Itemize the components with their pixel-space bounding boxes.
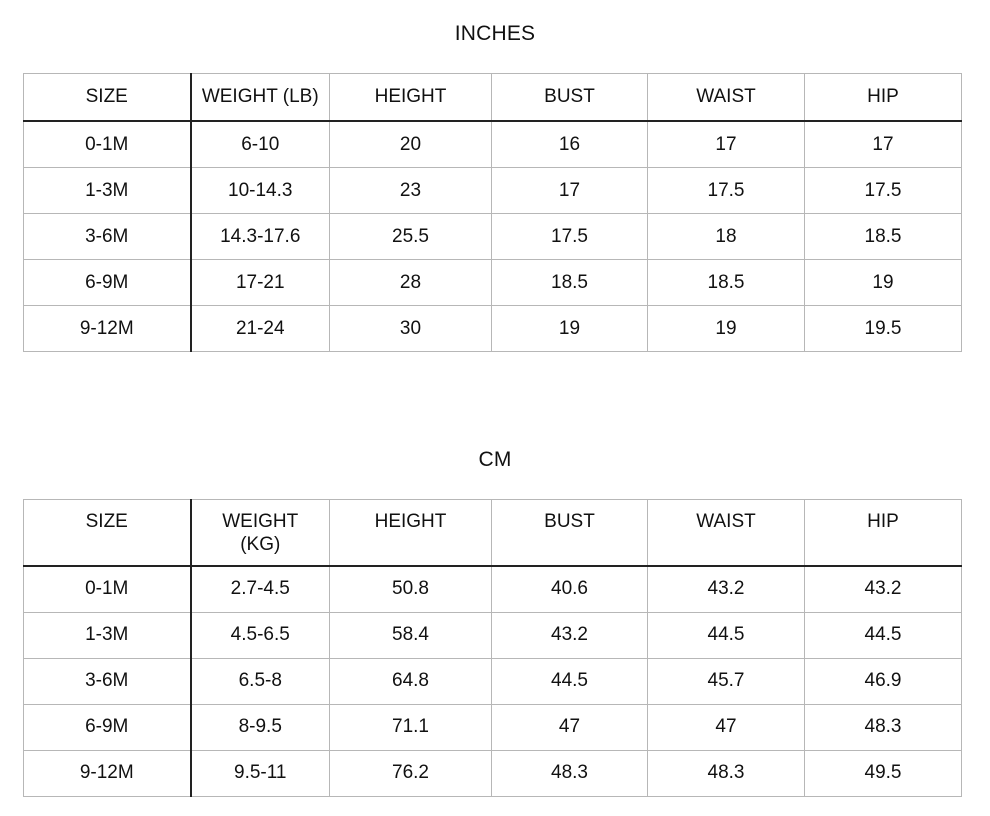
- table-cell-weight-lb: 17-21: [191, 260, 330, 306]
- table-cell-size: 1-3M: [24, 612, 191, 658]
- table-cell-size: 1-3M: [24, 168, 191, 214]
- table-cell-height: 25.5: [330, 214, 492, 260]
- table-cell-bust: 43.2: [492, 612, 648, 658]
- table-cell-hip: 46.9: [805, 658, 962, 704]
- inches-title: INCHES: [454, 22, 536, 45]
- cm-size-table: [23, 499, 962, 797]
- column-header-bust: BUST: [492, 500, 648, 566]
- table-header-row: [24, 500, 962, 566]
- table-cell-height: 76.2: [330, 750, 492, 796]
- table-cell-bust: 17: [492, 168, 648, 214]
- column-header-height: HEIGHT: [330, 74, 492, 122]
- table-cell-waist: 45.7: [648, 658, 805, 704]
- table-row: [24, 214, 962, 260]
- table-cell-height: 23: [330, 168, 492, 214]
- table-row: [24, 612, 962, 658]
- table-cell-hip: 19.5: [805, 306, 962, 352]
- table-cell-bust: 40.6: [492, 566, 648, 613]
- column-header-weight-kg: WEIGHT (KG): [191, 500, 330, 566]
- table-cell-size: 6-9M: [24, 704, 191, 750]
- cm-table-body: [24, 566, 962, 797]
- table-cell-hip: 43.2: [805, 566, 962, 613]
- table-cell-weight-kg: 6.5-8: [191, 658, 330, 704]
- column-header-bust: BUST: [492, 74, 648, 122]
- table-cell-bust: 19: [492, 306, 648, 352]
- table-cell-bust: 48.3: [492, 750, 648, 796]
- table-cell-waist: 18: [648, 214, 805, 260]
- table-cell-waist: 19: [648, 306, 805, 352]
- table-cell-weight-lb: 10-14.3: [191, 168, 330, 214]
- table-cell-weight-lb: 14.3-17.6: [191, 214, 330, 260]
- column-header-hip: HIP: [805, 74, 962, 122]
- table-cell-bust: 16: [492, 121, 648, 168]
- table-cell-bust: 47: [492, 704, 648, 750]
- column-header-weight-lb: WEIGHT (LB): [191, 74, 330, 122]
- table-row: [24, 306, 962, 352]
- column-header-size: SIZE: [24, 500, 191, 566]
- table-row: [24, 260, 962, 306]
- table-cell-waist: 17.5: [648, 168, 805, 214]
- column-header-hip: HIP: [805, 500, 962, 566]
- inches-size-table: [23, 73, 962, 352]
- column-header-size: SIZE: [24, 74, 191, 122]
- column-header-waist: WAIST: [648, 74, 805, 122]
- column-header-waist: WAIST: [648, 500, 805, 566]
- table-row: [24, 750, 962, 796]
- table-cell-weight-kg: 9.5-11: [191, 750, 330, 796]
- table-cell-size: 3-6M: [24, 214, 191, 260]
- table-cell-waist: 18.5: [648, 260, 805, 306]
- table-cell-bust: 17.5: [492, 214, 648, 260]
- table-cell-height: 58.4: [330, 612, 492, 658]
- table-cell-height: 20: [330, 121, 492, 168]
- table-row: [24, 658, 962, 704]
- table-cell-hip: 18.5: [805, 214, 962, 260]
- table-cell-weight-kg: 4.5-6.5: [191, 612, 330, 658]
- table-cell-size: 6-9M: [24, 260, 191, 306]
- table-cell-hip: 17.5: [805, 168, 962, 214]
- table-cell-height: 30: [330, 306, 492, 352]
- table-cell-size: 0-1M: [24, 121, 191, 168]
- table-cell-weight-kg: 8-9.5: [191, 704, 330, 750]
- table-row: [24, 121, 962, 168]
- inches-table-header: [24, 74, 962, 122]
- table-header-row: [24, 74, 962, 122]
- table-cell-waist: 43.2: [648, 566, 805, 613]
- table-cell-hip: 48.3: [805, 704, 962, 750]
- table-cell-waist: 44.5: [648, 612, 805, 658]
- table-cell-bust: 44.5: [492, 658, 648, 704]
- table-cell-waist: 48.3: [648, 750, 805, 796]
- table-cell-weight-kg: 2.7-4.5: [191, 566, 330, 613]
- table-cell-height: 28: [330, 260, 492, 306]
- table-row: [24, 566, 962, 613]
- table-cell-waist: 17: [648, 121, 805, 168]
- table-cell-height: 50.8: [330, 566, 492, 613]
- table-cell-hip: 49.5: [805, 750, 962, 796]
- table-row: [24, 168, 962, 214]
- table-row: [24, 704, 962, 750]
- table-cell-size: 3-6M: [24, 658, 191, 704]
- cm-table-header: [24, 500, 962, 566]
- table-cell-height: 64.8: [330, 658, 492, 704]
- table-cell-hip: 44.5: [805, 612, 962, 658]
- table-cell-weight-lb: 21-24: [191, 306, 330, 352]
- table-cell-hip: 17: [805, 121, 962, 168]
- table-cell-size: 9-12M: [24, 306, 191, 352]
- table-cell-hip: 19: [805, 260, 962, 306]
- column-header-height: HEIGHT: [330, 500, 492, 566]
- table-cell-height: 71.1: [330, 704, 492, 750]
- inches-table-body: [24, 121, 962, 352]
- table-cell-weight-lb: 6-10: [191, 121, 330, 168]
- table-cell-size: 9-12M: [24, 750, 191, 796]
- table-cell-bust: 18.5: [492, 260, 648, 306]
- table-cell-size: 0-1M: [24, 566, 191, 613]
- table-cell-waist: 47: [648, 704, 805, 750]
- cm-title: CM: [478, 448, 512, 471]
